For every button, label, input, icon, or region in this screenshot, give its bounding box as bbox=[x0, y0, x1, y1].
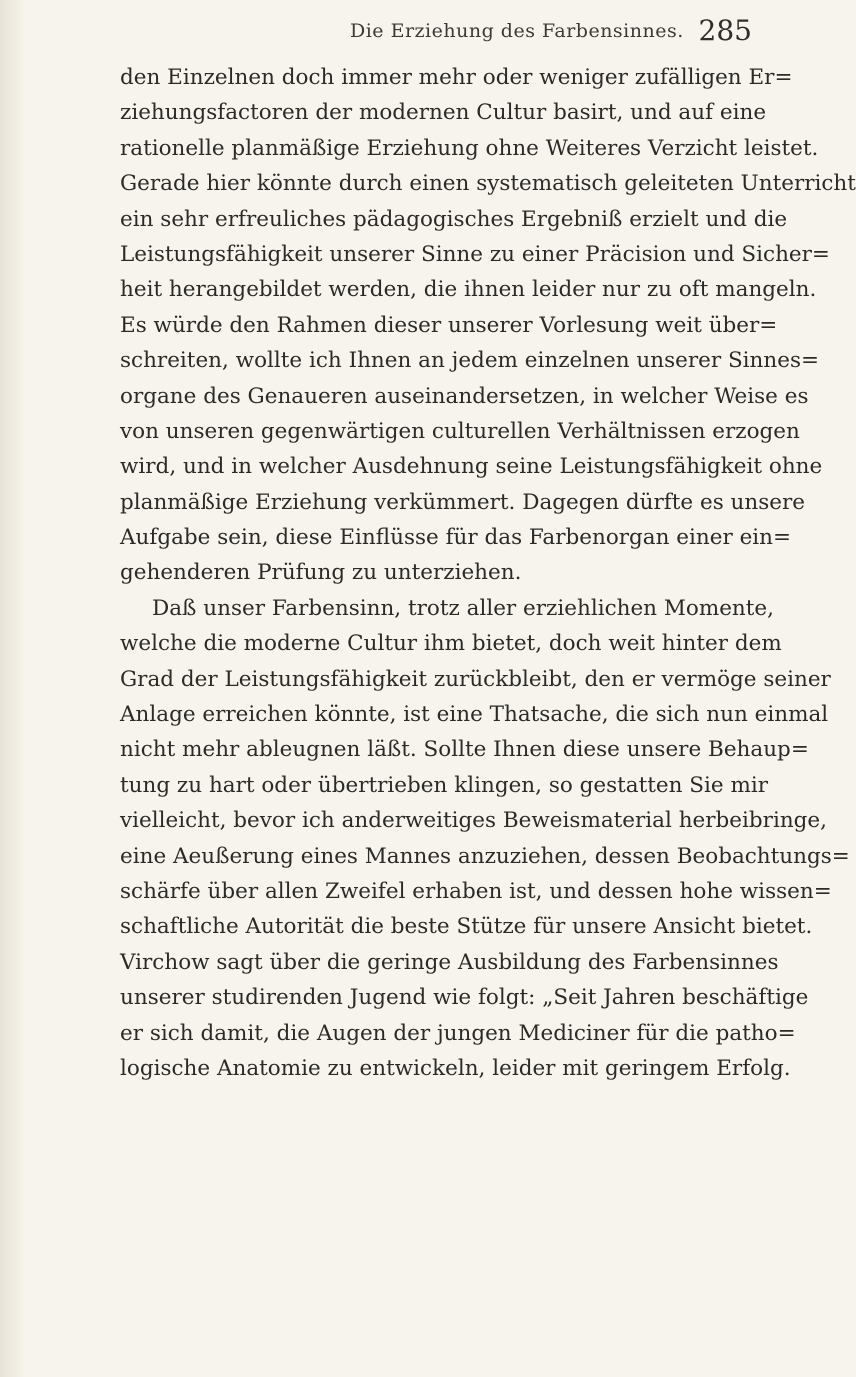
text-line: nicht mehr ableugnen läßt. Sollte Ihnen diese unsere Behaup= bbox=[120, 737, 809, 763]
page-number: 285 bbox=[698, 14, 752, 47]
text-line: organe des Genaueren auseinandersetzen, in welcher Weise es bbox=[120, 383, 809, 409]
text-line: eine Aeußerung eines Mannes anzuziehen, dessen Beobachtungs= bbox=[120, 843, 850, 869]
text-line: wird, und in welcher Ausdehnung seine Leistungsfähigkeit ohne bbox=[120, 454, 823, 480]
running-title: Die Erziehung des Farbensinnes. bbox=[350, 20, 684, 42]
text-line: welche die moderne Cultur ihm bietet, doch weit hinter dem bbox=[120, 631, 782, 657]
text-line: planmäßige Erziehung verkümmert. Dagegen dürfte es unsere bbox=[120, 489, 806, 515]
text-line: ziehungsfactoren der modernen Cultur basirt, und auf eine bbox=[120, 100, 767, 126]
text-line: Grad der Leistungsfähigkeit zurückbleibt, den er vermöge seiner bbox=[120, 666, 831, 692]
text-line: gehenderen Prüfung zu unterziehen. bbox=[120, 560, 522, 586]
text-line: Aufgabe sein, diese Einflüsse für das Farbenorgan einer ein= bbox=[120, 525, 792, 551]
body-text bbox=[120, 60, 856, 1086]
text-line: schaftliche Autorität die beste Stütze für unsere Ansicht bietet. bbox=[120, 914, 813, 940]
text-line: Anlage erreichen könnte, ist eine Thatsache, die sich nun einmal bbox=[120, 702, 829, 728]
text-line: logische Anatomie zu entwickeln, leider mit geringem Erfolg. bbox=[120, 1055, 791, 1081]
text-line: Gerade hier könnte durch einen systematisch geleiteten Unterricht bbox=[120, 171, 856, 197]
text-line: Daß unser Farbensinn, trotz aller erziehlichen Momente, bbox=[152, 595, 774, 621]
spine-shadow bbox=[0, 0, 26, 1377]
text-line: schreiten, wollte ich Ihnen an jedem einzelnen unserer Sinnes= bbox=[120, 348, 820, 374]
text-line: er sich damit, die Augen der jungen Mediciner für die patho= bbox=[120, 1020, 796, 1046]
running-head bbox=[118, 12, 758, 52]
text-line: von unseren gegenwärtigen culturellen Verhältnissen erzogen bbox=[120, 418, 800, 444]
text-line: Virchow sagt über die geringe Ausbildung des Farbensinnes bbox=[120, 949, 779, 975]
text-line: vielleicht, bevor ich anderweitiges Beweismaterial herbeibringe, bbox=[120, 808, 827, 834]
text-line: ein sehr erfreuliches pädagogisches Ergebniß erzielt und die bbox=[120, 206, 788, 232]
text-line: schärfe über allen Zweifel erhaben ist, und dessen hohe wissen= bbox=[120, 878, 832, 904]
text-line: heit herangebildet werden, die ihnen leider nur zu oft mangeln. bbox=[120, 277, 817, 303]
text-line: Es würde den Rahmen dieser unserer Vorlesung weit über= bbox=[120, 312, 778, 338]
text-line: Leistungsfähigkeit unserer Sinne zu einer Präcision und Sicher= bbox=[120, 241, 830, 267]
text-line: unserer studirenden Jugend wie folgt: „Seit Jahren beschäftige bbox=[120, 985, 809, 1011]
text-line: tung zu hart oder übertrieben klingen, so gestatten Sie mir bbox=[120, 772, 769, 798]
text-line: den Einzelnen doch immer mehr oder weniger zufälligen Er= bbox=[120, 65, 793, 90]
text-line: rationelle planmäßige Erziehung ohne Weiteres Verzicht leistet. bbox=[120, 135, 819, 161]
